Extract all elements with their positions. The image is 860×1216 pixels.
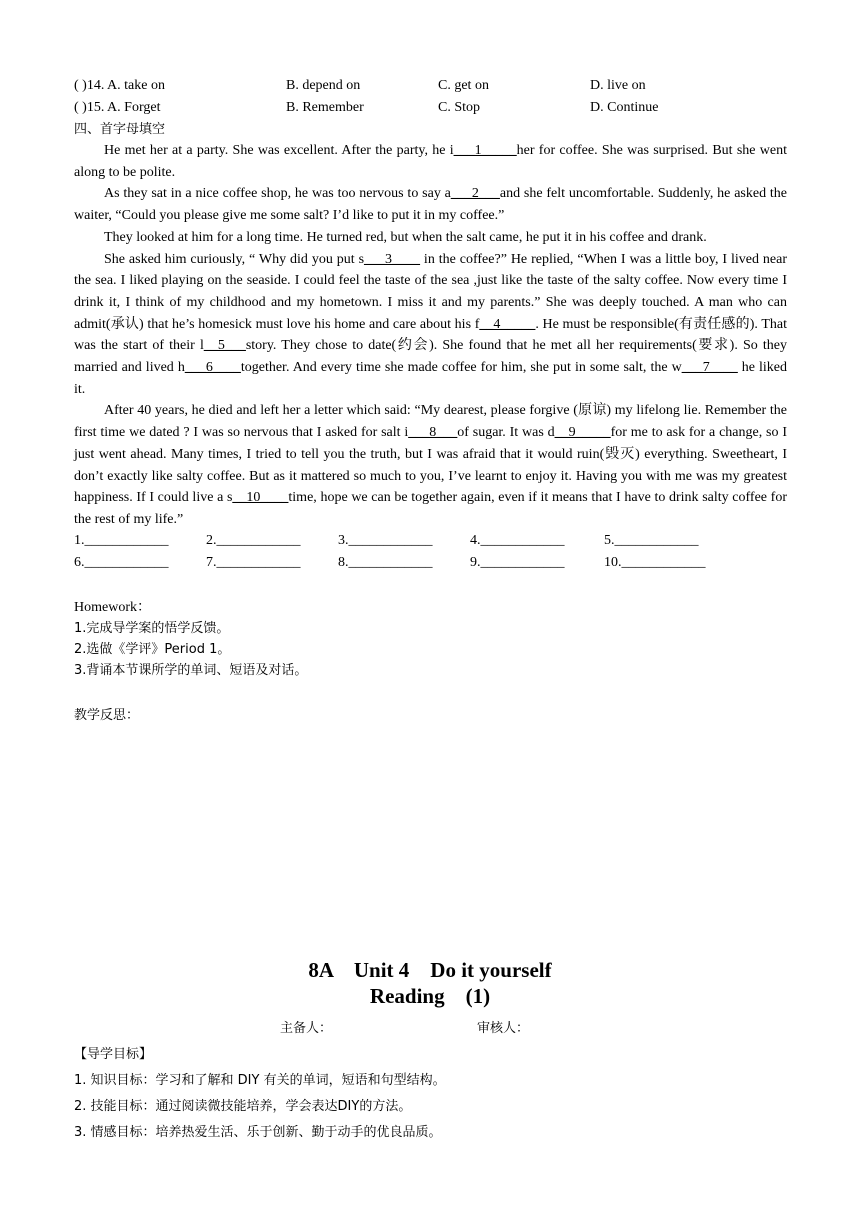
teaching-reflection-label: 教学反思： — [74, 708, 140, 723]
mcq-option-d: D. Continue — [590, 100, 659, 115]
text: As they sat in a nice coffee shop, he was too nervous to say a — [104, 186, 451, 202]
text: time, hope we can be together again, even if it means that I have to drink salty coffee for the rest of my life.” — [74, 490, 787, 527]
text: together. And every time she made coffee for him, she put in some salt, the w — [240, 360, 682, 376]
mcq-option-c: C. Stop — [438, 100, 481, 115]
mcq-option-c: C. get on — [438, 78, 489, 93]
answer-field[interactable]: 4.____________ — [470, 533, 565, 548]
answer-field[interactable]: 3.____________ — [338, 533, 433, 548]
mcq-option-a: ( )15. A. Forget — [74, 100, 161, 115]
text: She asked him curiously, “ Why did you put s — [104, 251, 365, 267]
text: in the coffee?” He replied, “When I was a little boy, I lived near the sea. I liked playing on the seaside. I could feel the taste of the sea ,just like the taste of the salty coffee. Now every time I drink it, I think of my childhood and my hometown. I miss it and my parents.” She was deeply touched. A man who can admit(承认) that he’s homesick must love his home and care about his f — [74, 251, 787, 332]
paragraph-4 — [74, 249, 787, 401]
text: of sugar. It was d — [457, 425, 555, 441]
answer-field[interactable]: 7.____________ — [206, 555, 301, 570]
text: They looked at him for a long time. He turned red, but when the salt came, he put it in his coffee and drank. — [104, 229, 707, 245]
answer-field[interactable]: 2.____________ — [206, 533, 301, 548]
mcq-option-b: B. depend on — [286, 78, 361, 93]
reviewer-label: 审核人： — [477, 1021, 530, 1036]
author-label: 主备人： — [280, 1021, 333, 1036]
goal-item: 3. 情感目标：培养热爱生活、乐于创新、勤于动手的优良品质。 — [74, 1125, 442, 1140]
homework-item: 3.背诵本节课所学的单词、短语及对话。 — [74, 663, 308, 678]
text: her for coffee. She was surprised. But she went along to be polite. — [74, 143, 787, 180]
text: and she felt uncomfortable. Suddenly, he asked the waiter, “Could you please give me some salt? I’d like to put it in my coffee.” — [74, 186, 787, 224]
lesson-subtitle: Reading (1) — [369, 984, 491, 1008]
text: he liked it. — [74, 360, 787, 397]
answer-field[interactable]: 1.____________ — [74, 533, 169, 548]
text: He met her at a party. She was excellent. After the party, he i — [104, 143, 454, 158]
paragraph-1 — [74, 140, 787, 183]
mcq-option-b: B. Remember — [286, 100, 364, 115]
blank-6: ___6____ — [184, 360, 241, 376]
lesson-title: 8A Unit 4 Do it yourself — [308, 958, 552, 982]
answer-field[interactable]: 10.____________ — [604, 555, 706, 570]
text: for me to ask for a change, so I just went ahead. Many times, I tried to tell you the truth, but I was afraid that it would ruin(毁灭) everything. Sweetheart, I don’t exactly like salty coffee. But as it mattered so much to you, I’ve learnt to enjoy it. Having you with me was my greatest happiness. If I could live a s — [74, 425, 787, 506]
answer-field[interactable]: 8.____________ — [338, 555, 433, 570]
answer-field[interactable]: 6.____________ — [74, 555, 169, 570]
paragraph-2 — [74, 183, 787, 226]
blank-1: ___1_____ — [453, 143, 517, 158]
goal-item: 1. 知识目标：学习和了解和 DIY 有关的单词，短语和句型结构。 — [74, 1073, 446, 1088]
blank-10: __10____ — [232, 490, 289, 506]
text: . He must be responsible(有责任感的). That was the start of their l — [74, 316, 787, 354]
answer-field[interactable]: 9.____________ — [470, 555, 565, 570]
mcq-row-15 — [74, 100, 794, 120]
paragraph-3 — [74, 227, 787, 249]
homework-item: 1.完成导学案的悟学反馈。 — [74, 621, 230, 636]
blank-4: __4_____ — [479, 316, 536, 332]
blank-8: ___8___ — [408, 425, 458, 441]
mcq-row-14 — [74, 78, 794, 98]
goal-item: 2. 技能目标：通过阅读微技能培养，学会表达DIY的方法。 — [74, 1099, 412, 1114]
blank-3: ___3____ — [364, 251, 421, 267]
cloze-passage — [74, 140, 787, 531]
homework-title: Homework： — [74, 600, 151, 615]
answer-field[interactable]: 5.____________ — [604, 533, 699, 548]
mcq-option-d: D. live on — [590, 78, 646, 93]
blank-5: __5___ — [203, 338, 246, 354]
homework-section — [74, 597, 307, 681]
homework-item: 2.选做《学评》Period 1。 — [74, 642, 231, 657]
blank-7: ___7____ — [681, 360, 738, 376]
paragraph-5 — [74, 400, 787, 530]
blank-9: __9_____ — [554, 425, 611, 441]
text: After 40 years, he died and left her a letter which said: “My dearest, please forgive (原谅) my lifelong lie. Remember the first time we dated ? I was so nervous that I asked for salt i — [74, 403, 787, 441]
blank-2: ___2___ — [450, 186, 500, 202]
section-title: 四、首字母填空 — [74, 122, 166, 137]
goals-header: 【导学目标】 — [74, 1047, 153, 1062]
mcq-option-a: ( )14. A. take on — [74, 78, 165, 93]
text: story. They chose to date(约会). She found that he met all her requirements(要求). So they married and lived h — [74, 338, 787, 376]
